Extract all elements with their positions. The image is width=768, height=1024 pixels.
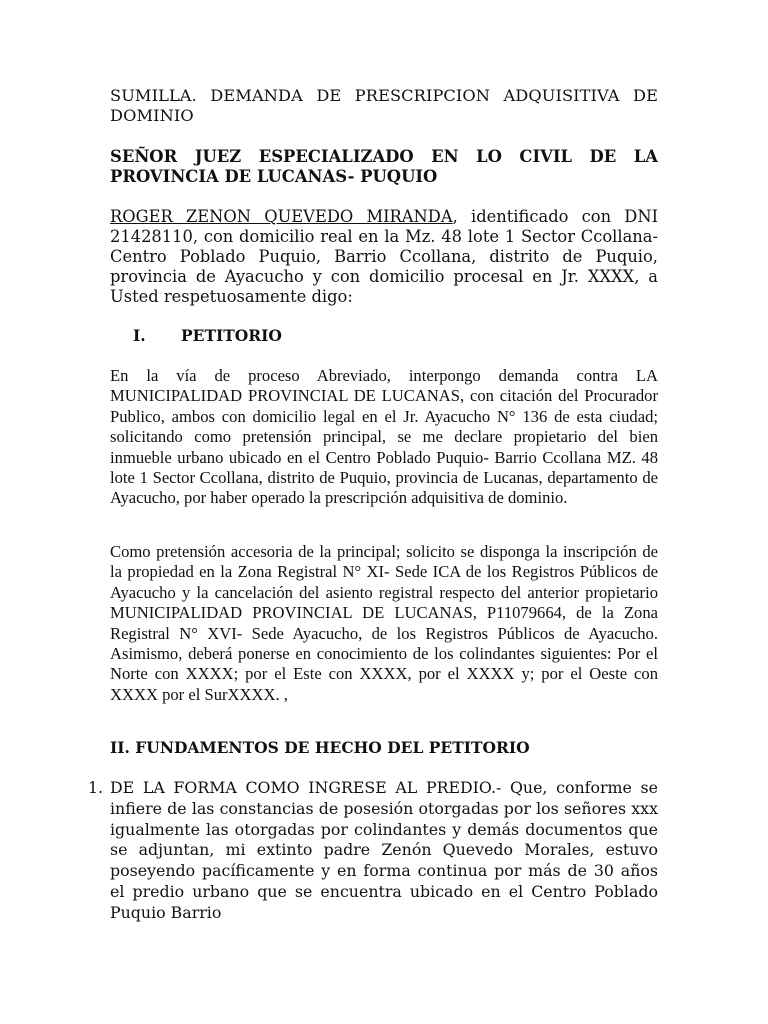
list-item-number: 1. (88, 778, 104, 797)
petitorio-paragraph: En la vía de proceso Abreviado, interpongo demanda contra LA MUNICIPALIDAD PROVINCIAL DE LUCANAS, con citación del Procurador Publico, ambos con domicilio legal en el Jr. Ayacucho N° 136 de esta ciudad; solicitando como pretensión principal, se me declare propietario del bien inmueble urbano ubicado en el Centro Poblado Puquio- Barrio Ccollana MZ. 48 lote 1 Sector Ccollana, distrito de Puquio, provincia de Lucanas, departamento de Ayacucho, por haber operado la prescripción adquisitiva de dominio. (110, 366, 658, 508)
sumilla-heading: SUMILLA. DEMANDA DE PRESCRIPCION ADQUISITIVA DE DOMINIO (110, 86, 658, 125)
judge-address: SEÑOR JUEZ ESPECIALIZADO EN LO CIVIL DE LA PROVINCIA DE LUCANAS- PUQUIO (110, 147, 658, 186)
section-fundamentos-heading: II. FUNDAMENTOS DE HECHO DEL PETITORIO (110, 738, 530, 757)
plaintiff-name: ROGER ZENON QUEVEDO MIRANDA (110, 207, 453, 226)
accessory-claim-paragraph: Como pretensión accesoria de la principal; solicito se disponga la inscripción de la propiedad en la Zona Registral N° XI- Sede ICA de los Registros Públicos de Ayacucho y la cancelación del asiento registral respecto del anterior propietario MUNICIPALIDAD PROVINCIAL DE LUCANAS, P11079664, de la Zona Registral N° XVI- Sede Ayacucho, de los Registros Públicos de Ayacucho. Asimismo, deberá ponerse en conocimiento de los colindantes siguientes: Por el Norte con XXXX; por el Este con XXXX, por el XXXX y; por el Oeste con XXXX por el SurXXXX. , (110, 542, 658, 704)
section-number: I. (133, 326, 146, 345)
list-item-text: DE LA FORMA COMO INGRESE AL PREDIO.- Que, conforme se infiere de las constancias de posesión otorgadas por los señores xxx igualmente las otorgadas por colindantes y demás documentos que se adjuntan, mi extinto padre Zenón Quevedo Morales, estuvo poseyendo pacíficamente y en forma continua por más de 30 años el predio urbano que se encuentra ubicado en el Centro Poblado Puquio Barrio (110, 778, 658, 922)
intro-text: , identificado con DNI 21428110, con domicilio real en la Mz. 48 lote 1 Sector Ccollana- Centro Poblado Puquio, Barrio Ccollana, distrito de Puquio, provincia de Ayacucho y con domicilio procesal en Jr. XXXX, a Usted respetuosamente digo: (110, 207, 658, 306)
section-title: PETITORIO (181, 326, 282, 345)
list-item (88, 778, 658, 924)
section-petitorio-heading (133, 326, 282, 346)
intro-paragraph (110, 207, 658, 307)
